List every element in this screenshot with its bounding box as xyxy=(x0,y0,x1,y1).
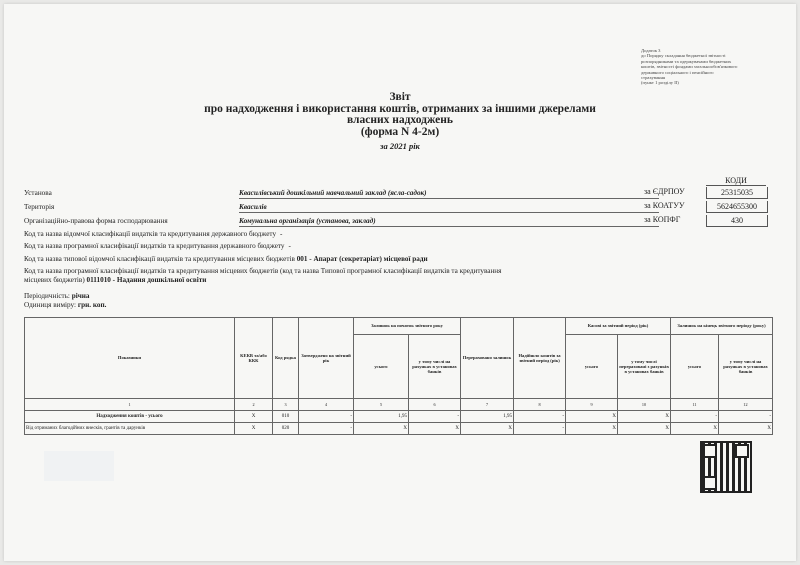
local-prog-row-1 xyxy=(24,267,501,276)
column-number: 4 xyxy=(299,399,354,411)
periodicity-label: Періодичність: xyxy=(24,292,70,300)
column-number: 9 xyxy=(566,399,618,411)
appendix-line: Додаток 3 xyxy=(641,48,661,53)
typical-class-label: Код та назва типової відомчої класифікації видатків та кредитування місцевих бюджетів xyxy=(24,255,295,263)
report-table xyxy=(24,317,773,435)
cell-code: 010 xyxy=(273,411,299,423)
cell-received: - xyxy=(514,411,566,423)
dept-class-value: - xyxy=(280,230,283,238)
cell-code: 020 xyxy=(273,423,299,435)
header-balance-end: Залишок на кінець звітного періоду (року) xyxy=(671,318,773,335)
title-line-2: про надходження і використання коштів, отриманих за іншими джерелами xyxy=(204,102,596,115)
appendix-note xyxy=(641,48,781,86)
code-value: 430 xyxy=(706,215,768,227)
cell-approved: - xyxy=(299,411,354,423)
header-received: Надійшло коштів за звітний період (рік) xyxy=(514,318,566,399)
org-form-label: Організаційно-правова форма господарювання xyxy=(24,217,168,225)
header-balance-start: Залишок на початок звітного року xyxy=(354,318,461,335)
cell-cash-banks: X xyxy=(618,411,671,423)
column-number: 8 xyxy=(514,399,566,411)
appendix-line: державного соціального і пенсійного xyxy=(641,69,714,75)
column-number: 10 xyxy=(618,399,671,411)
cell-start-total: X xyxy=(354,423,409,435)
cell-start-banks: - xyxy=(409,411,461,423)
title-line-1: Звіт xyxy=(389,91,411,103)
column-number: 11 xyxy=(671,399,719,411)
cell-cash-total: X xyxy=(566,423,618,435)
title-line-4: (форма N 4-2м) xyxy=(360,125,440,138)
unit-label: Одиниця виміру: xyxy=(24,301,77,309)
header-row-code: Код рядка xyxy=(273,318,299,399)
cell-start-total: 1,95 xyxy=(354,411,409,423)
institution-value: Квасилівський дошкільний навчальний заклад (ясла-садок) xyxy=(239,189,659,199)
appendix-line: до Порядку складання бюджетної звітності xyxy=(641,53,726,59)
cell-transferred: X xyxy=(461,423,514,435)
local-prog-value: 0111010 - Надання дошкільної освіти xyxy=(86,276,207,284)
prog-class-row xyxy=(24,242,291,251)
column-number: 5 xyxy=(354,399,409,411)
institution-label: Установа xyxy=(24,189,52,197)
report-title xyxy=(4,92,796,153)
territory-label: Територія xyxy=(24,203,55,211)
code-label: за КОПФГ xyxy=(644,215,681,224)
header-transferred: Перераховано залишок xyxy=(461,318,514,399)
header-start-banks: у тому числі на рахунках в установах банків xyxy=(409,335,461,399)
column-number: 7 xyxy=(461,399,514,411)
cell-end-total: X xyxy=(671,423,719,435)
territory-value: Квасилів xyxy=(239,203,659,213)
table-row xyxy=(25,411,773,423)
header-cash-total: усього xyxy=(566,335,618,399)
appendix-line: коштів, звітності фондами загальнообов'язкового xyxy=(641,64,738,70)
appendix-line: страхування xyxy=(641,75,666,81)
table-header-row xyxy=(25,318,773,335)
prog-class-label: Код та назва програмної класифікації видатків та кредитування державного бюджету xyxy=(24,242,285,250)
header-end-banks: у тому числі на рахунках в установах банків xyxy=(719,335,773,399)
table-row xyxy=(25,423,773,435)
cell-cash-banks: X xyxy=(618,423,671,435)
document-page xyxy=(4,4,796,561)
header-cash-transferred: у тому числі перераховані з рахунків в установах банків xyxy=(618,335,671,399)
periodicity-row xyxy=(24,292,90,301)
local-prog-label-cont: місцевих бюджетів) xyxy=(24,276,85,284)
column-number: 6 xyxy=(409,399,461,411)
code-label: за КОАТУУ xyxy=(644,201,685,210)
qr-code-icon xyxy=(700,441,752,493)
cell-transferred: 1,95 xyxy=(461,411,514,423)
appendix-line: (пункт 1 розділу ІІ) xyxy=(641,80,679,86)
dept-class-label: Код та назва відомчої класифікації видатків та кредитування державного бюджету xyxy=(24,230,277,238)
prog-class-value: - xyxy=(288,242,291,250)
report-year: за 2021 рік xyxy=(380,141,420,151)
column-number: 3 xyxy=(273,399,299,411)
local-prog-row-2 xyxy=(24,276,206,285)
cell-received: - xyxy=(514,423,566,435)
cell-end-banks: - xyxy=(719,411,773,423)
column-number: 2 xyxy=(235,399,273,411)
cell-approved: - xyxy=(299,423,354,435)
code-label: за ЄДРПОУ xyxy=(644,187,685,196)
code-value: 25315035 xyxy=(706,187,768,199)
title-line-3: власних надходжень xyxy=(347,114,453,126)
unit-row xyxy=(24,301,106,310)
header-end-total: усього xyxy=(671,335,719,399)
header-approved: Затверджено на звітний рік xyxy=(299,318,354,399)
cell-kekv: X xyxy=(235,423,273,435)
periodicity-value: річна xyxy=(71,292,90,300)
header-cash-spent: Касові за звітний період (рік) xyxy=(566,318,671,335)
column-number: 1 xyxy=(25,399,235,411)
qr-corner xyxy=(703,476,717,490)
cell-kekv: X xyxy=(235,411,273,423)
column-number-row xyxy=(25,399,773,411)
header-start-total: усього xyxy=(354,335,409,399)
unit-value: грн. коп. xyxy=(77,301,107,309)
cell-start-banks: X xyxy=(409,423,461,435)
scan-smudge xyxy=(44,451,114,481)
org-form-value: Комунальна організація (установа, заклад) xyxy=(239,217,659,227)
cell-end-banks: X xyxy=(719,423,773,435)
typical-class-value: 001 - Апарат (секретаріат) місцевої ради xyxy=(296,255,428,263)
code-value: 5624655300 xyxy=(706,201,768,213)
codes-header: КОДИ xyxy=(706,176,766,186)
header-indicators: Показники xyxy=(25,318,235,399)
row-name: Надходження коштів - усього xyxy=(25,411,235,423)
header-kekv: КЕКВ та/або ККК xyxy=(235,318,273,399)
cell-end-total: - xyxy=(671,411,719,423)
dept-class-row xyxy=(24,230,282,239)
appendix-line: розпорядниками та одержувачами бюджетних xyxy=(641,58,732,64)
local-prog-label: Код та назва програмної класифікації видатків та кредитування місцевих бюджетів (код та назва Типової програмної класифікації видатків та кредитування xyxy=(24,267,502,275)
cell-cash-total: X xyxy=(566,411,618,423)
column-number: 12 xyxy=(719,399,773,411)
row-name: Від отриманих благодійних внесків, грантів та дарунків xyxy=(25,423,235,435)
typical-class-row xyxy=(24,255,428,264)
